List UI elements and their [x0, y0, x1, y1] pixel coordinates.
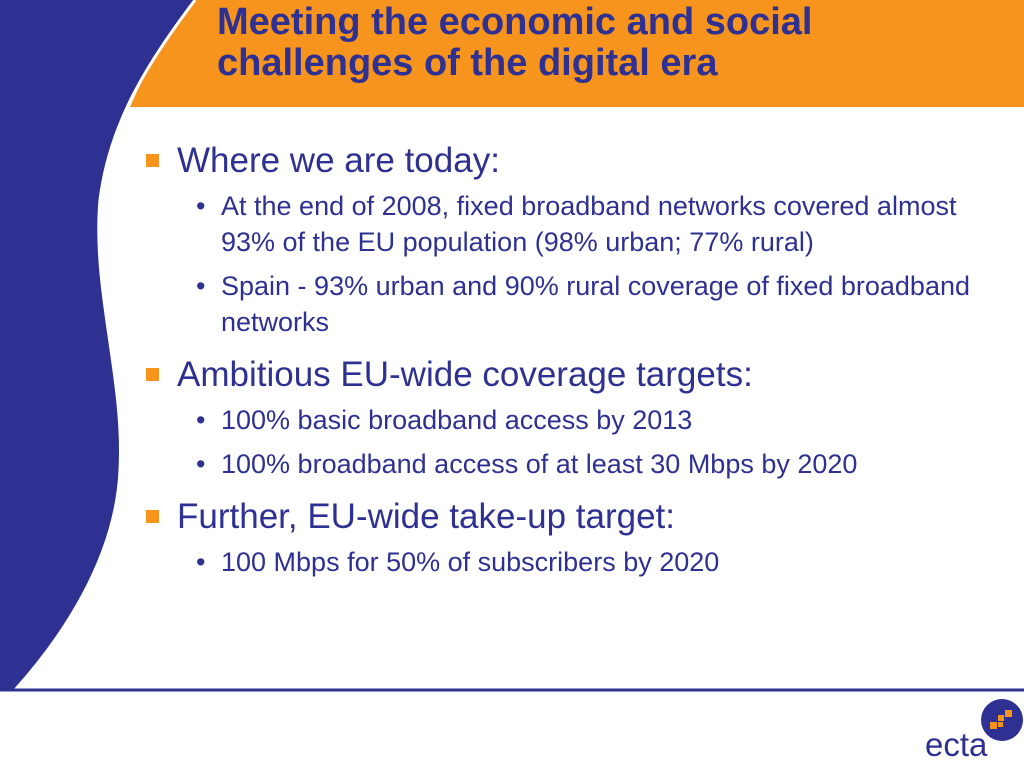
list-item: [146, 188, 1006, 260]
list-item: [146, 402, 1006, 438]
square-bullet-icon: [146, 368, 159, 381]
section-coverage-targets: [146, 354, 1006, 482]
list-item-text: At the end of 2008, fixed broadband networks covered almost 93% of the EU population (98% urban; 77% rural): [221, 191, 957, 257]
section-heading-text: Where we are today:: [177, 141, 500, 180]
dot-bullet-icon: •: [196, 271, 206, 301]
dot-bullet-icon: •: [196, 449, 206, 479]
slide-title: [217, 2, 1007, 84]
section-items: [146, 402, 1006, 482]
list-item: [146, 446, 1006, 482]
list-item-text: 100% basic broadband access by 2013: [221, 405, 693, 435]
square-bullet-icon: [146, 154, 159, 167]
section-heading: [146, 140, 1006, 182]
section-heading-text: Ambitious EU-wide coverage targets:: [177, 355, 753, 394]
section-items: [146, 188, 1006, 340]
square-bullet-icon: [146, 510, 159, 523]
slide-title-line-1: Meeting the economic and social: [217, 1, 813, 43]
section-where-we-are: [146, 140, 1006, 340]
section-heading: [146, 496, 1006, 538]
list-item-text: Spain - 93% urban and 90% rural coverage of fixed broadband networks: [221, 271, 970, 337]
section-heading-text: Further, EU-wide take-up target:: [177, 497, 675, 536]
dot-bullet-icon: •: [196, 191, 206, 221]
list-item-text: 100 Mbps for 50% of subscribers by 2020: [221, 547, 720, 577]
slide-title-line-2: challenges of the digital era: [217, 42, 718, 84]
list-item-text: 100% broadband access of at least 30 Mbps by 2020: [221, 449, 858, 479]
list-item: [146, 268, 1006, 340]
slide-content: [146, 140, 1006, 588]
section-take-up-target: [146, 496, 1006, 580]
dot-bullet-icon: •: [196, 405, 206, 435]
dot-bullet-icon: •: [196, 547, 206, 577]
list-item: [146, 544, 1006, 580]
ecta-logo-text: ecta: [925, 726, 988, 763]
section-items: [146, 544, 1006, 580]
section-heading: [146, 354, 1006, 396]
